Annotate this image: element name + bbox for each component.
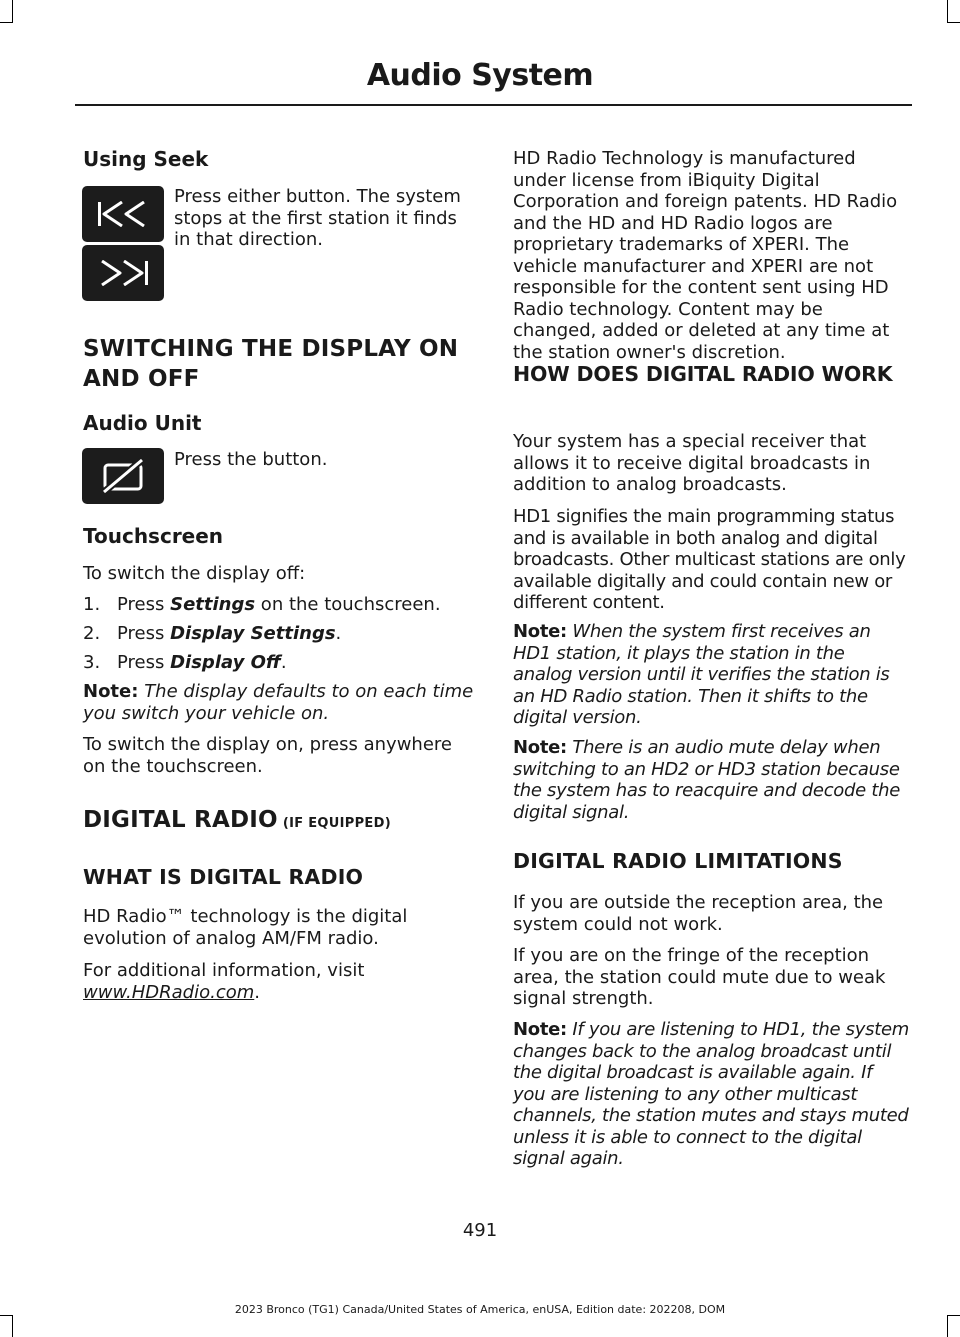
switching-display-heading-line2: AND OFF bbox=[83, 366, 200, 392]
step-number: 1. bbox=[83, 594, 101, 615]
if-equipped-label: (IF EQUIPPED) bbox=[282, 816, 391, 831]
additional-info-text bbox=[83, 960, 443, 1003]
note-label: Note: bbox=[83, 681, 139, 702]
switch-off-intro: To switch the display off: bbox=[83, 563, 306, 584]
mute-delay-note bbox=[513, 737, 909, 823]
hd1-note bbox=[513, 621, 909, 729]
digital-radio-heading-text: DIGITAL RADIO bbox=[83, 807, 278, 833]
what-is-digital-radio-text: HD Radio™ technology is the digital evolution of analog AM/FM radio. bbox=[83, 906, 408, 949]
crop-mark bbox=[947, 1315, 948, 1337]
step-ui-label: Display Settings bbox=[170, 623, 336, 644]
step-text: . bbox=[335, 623, 342, 644]
note-text: When the system first receives an HD1 station, it plays the station in the analog version until it verifies the station is an HD Radio station. Then it shifts to the digital version. bbox=[513, 621, 890, 728]
step-ui-label: Display Off bbox=[170, 652, 281, 673]
step-text: on the touchscreen. bbox=[255, 594, 441, 615]
crop-mark bbox=[947, 22, 960, 23]
crop-mark bbox=[0, 22, 13, 23]
header-rule bbox=[75, 104, 912, 106]
how-digital-radio-works-heading: HOW DOES DIGITAL RADIO WORK bbox=[513, 362, 893, 386]
limitations-text-1: If you are outside the reception area, the system could not work. bbox=[513, 892, 884, 935]
display-off-icon bbox=[100, 458, 146, 494]
note-label: Note: bbox=[513, 1019, 567, 1040]
step-text: Press bbox=[117, 594, 171, 615]
note-text: The display defaults to on each time you switch your vehicle on. bbox=[83, 681, 474, 724]
step-number: 2. bbox=[83, 623, 101, 644]
hd1-fallback-note bbox=[513, 1019, 909, 1170]
note-text: There is an audio mute delay when switching to an HD2 or HD3 station because the system has to reacquire and decode the digital signal. bbox=[513, 737, 900, 823]
crop-mark bbox=[12, 0, 13, 22]
note-label: Note: bbox=[513, 737, 567, 758]
step-text: . bbox=[280, 652, 287, 673]
using-seek-heading: Using Seek bbox=[83, 147, 209, 171]
license-text: HD Radio Technology is manufactured under license from iBiquity Digital Corporation and foreign patents. HD Radio and the HD and HD Radio logos are proprietary trademarks of XPERI. The vehicle manufacturer and XPERI are not responsible for the content sent using HD Radio technology. Content may be changed, added or deleted at any time at the station owner's discretion. bbox=[513, 148, 898, 363]
display-off-button-image bbox=[82, 448, 164, 504]
switching-display-heading-line1: SWITCHING THE DISPLAY ON bbox=[83, 336, 459, 362]
audio-unit-text: Press the button. bbox=[174, 449, 328, 470]
step-number: 3. bbox=[83, 652, 101, 673]
seek-back-icon bbox=[96, 201, 150, 227]
note-text: If you are listening to HD1, the system changes back to the analog broadcast until the digital broadcast is available again. If you are listening to any other multicast channels, the station mutes and stays muted unless it is able to connect to the digital signal again. bbox=[513, 1019, 909, 1169]
additional-info-label: For additional information, visit bbox=[83, 960, 365, 981]
page-header-title: Audio System bbox=[366, 58, 594, 93]
how-digital-radio-works-text: Your system has a special receiver that allows it to receive digital broadcasts in addition to analog broadcasts. bbox=[513, 431, 871, 495]
seek-back-button-image bbox=[82, 186, 164, 242]
audio-unit-heading: Audio Unit bbox=[83, 411, 202, 435]
step-ui-label: Settings bbox=[170, 594, 256, 615]
using-seek-text: Press either button. The system stops at the first station it finds in that direction. bbox=[174, 186, 461, 250]
page-number: 491 bbox=[462, 1220, 498, 1241]
link-period: . bbox=[254, 981, 261, 1003]
crop-mark bbox=[947, 0, 948, 22]
what-is-digital-radio-heading: WHAT IS DIGITAL RADIO bbox=[83, 865, 364, 889]
switch-on-text: To switch the display on, press anywhere on the touchscreen. bbox=[83, 734, 452, 777]
step-text: Press bbox=[117, 623, 171, 644]
footer-edition-text: 2023 Bronco (TG1) Canada/United States of America, enUSA, Edition date: 202208, DOM bbox=[234, 1303, 726, 1316]
digital-radio-limitations-heading: DIGITAL RADIO LIMITATIONS bbox=[513, 849, 843, 873]
touchscreen-heading: Touchscreen bbox=[83, 524, 224, 548]
note-label: Note: bbox=[513, 621, 567, 642]
seek-forward-icon bbox=[96, 260, 150, 286]
display-note bbox=[83, 681, 477, 724]
seek-forward-button-image bbox=[82, 245, 164, 301]
crop-mark bbox=[12, 1315, 13, 1337]
hd1-text: HD1 signifies the main programming status and is available in both analog and digital broadcasts. Other multicast stations are only available digitally and could contain new or different content. bbox=[513, 506, 906, 613]
hdradio-link[interactable]: www.HDRadio.com bbox=[83, 981, 255, 1003]
step-text: Press bbox=[117, 652, 171, 673]
digital-radio-heading bbox=[83, 805, 391, 835]
limitations-text-2: If you are on the fringe of the reception area, the station could mute due to weak signal strength. bbox=[513, 945, 886, 1009]
